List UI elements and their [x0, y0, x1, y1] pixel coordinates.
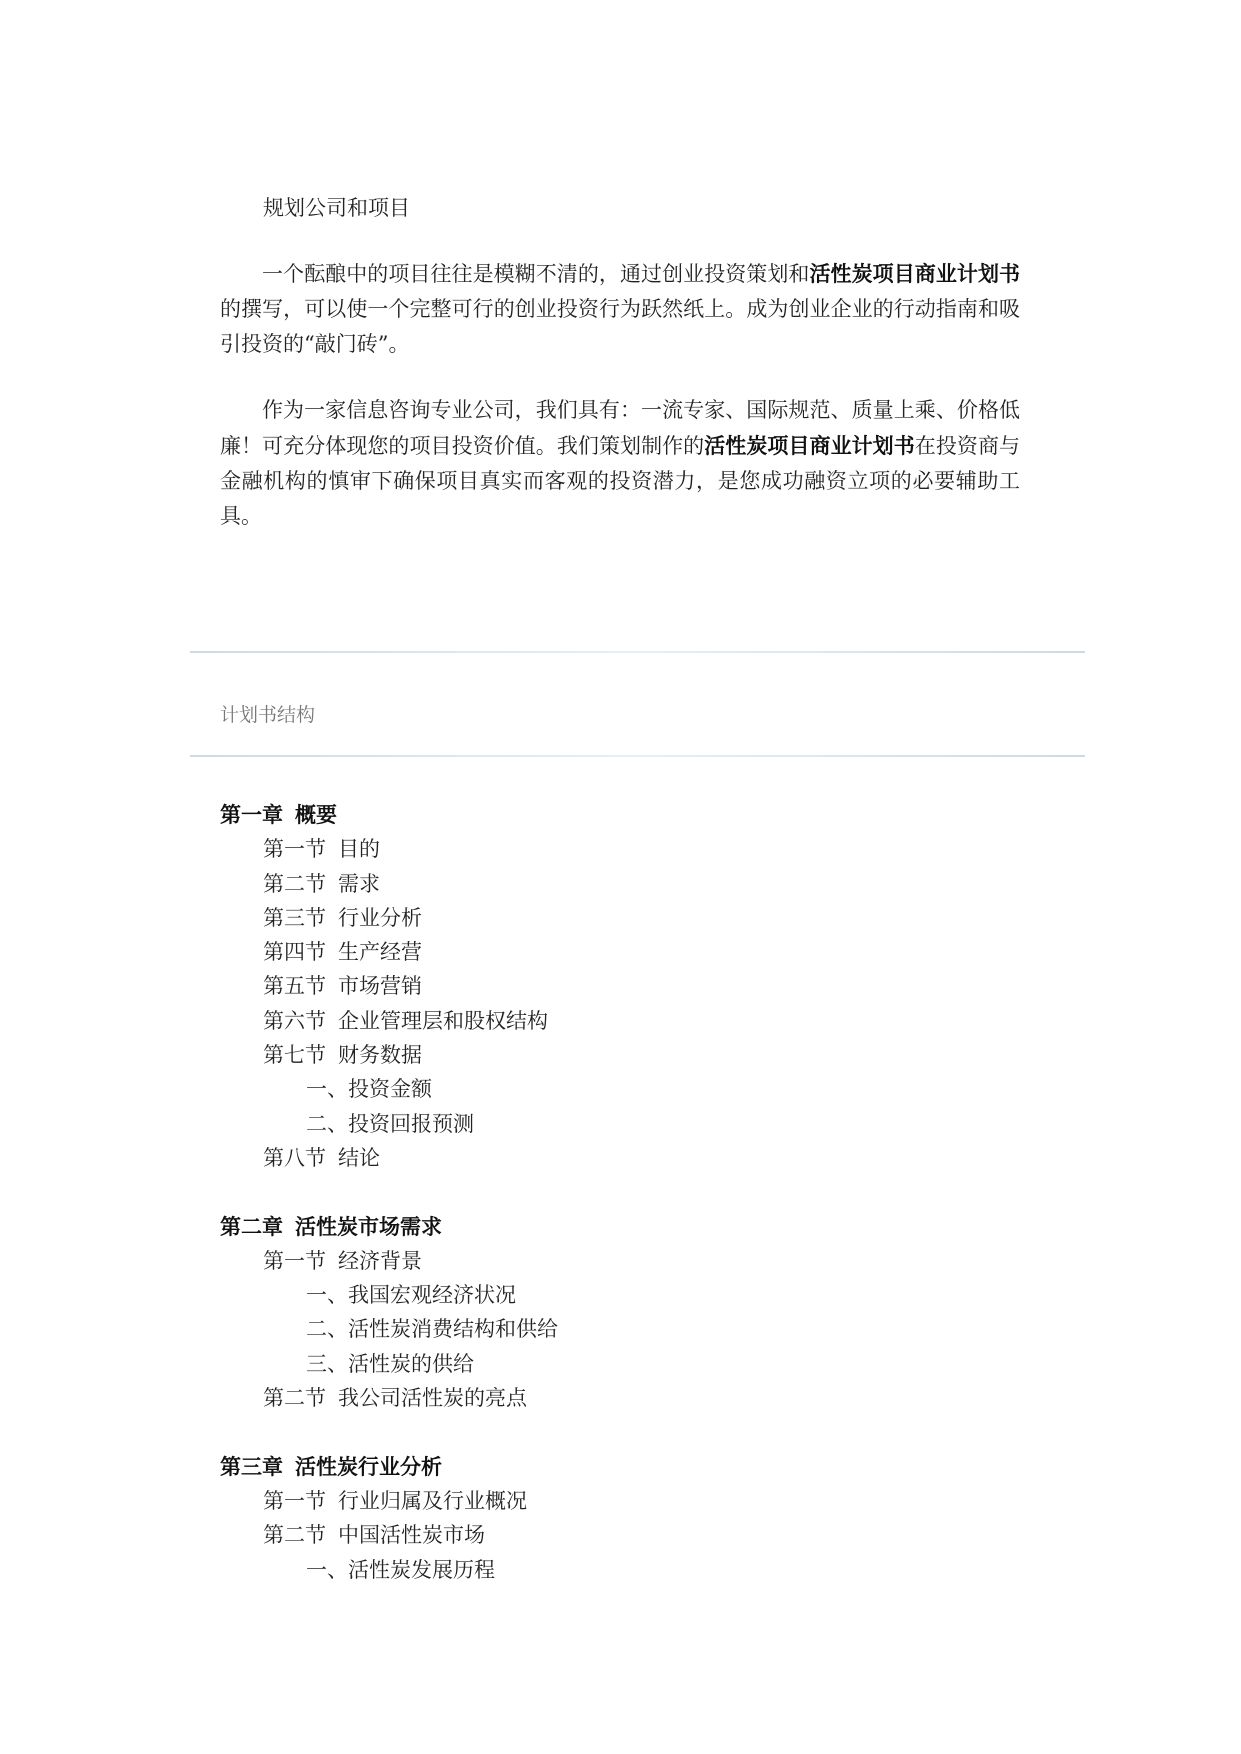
toc-section — [220, 1141, 558, 1175]
toc-section — [220, 969, 558, 1003]
divider-bottom — [190, 755, 1085, 757]
toc-subsection — [220, 1278, 558, 1312]
toc-section — [220, 1038, 558, 1072]
toc-section — [220, 832, 558, 866]
toc-spacer — [220, 1175, 558, 1209]
toc-text: 企业管理层和股权结构 — [338, 1008, 548, 1033]
toc-text: 行业分析 — [338, 905, 422, 930]
toc-number: 第四节 — [263, 940, 326, 965]
toc-subsection — [220, 1553, 558, 1587]
toc-section — [220, 901, 558, 935]
toc-text: 一、活性炭发展历程 — [306, 1557, 495, 1582]
divider-top — [190, 651, 1085, 653]
toc-text: 目的 — [338, 837, 380, 862]
toc-number: 第七节 — [263, 1043, 326, 1068]
toc-subsection — [220, 1347, 558, 1381]
toc-text: 经济背景 — [338, 1248, 422, 1273]
toc-text: 我公司活性炭的亮点 — [338, 1386, 527, 1411]
toc-text: 概要 — [295, 802, 337, 827]
toc-number: 第二节 — [263, 1386, 326, 1411]
paragraph-text: 的撰写，可以使一个完整可行的创业投资行为跃然纸上。成为创业企业的行动指南和吸引投资的“敲门砖”。 — [220, 297, 1020, 356]
toc-section — [220, 1244, 558, 1278]
toc-text: 二、活性炭消费结构和供给 — [306, 1317, 558, 1342]
toc-text: 一、我国宏观经济状况 — [306, 1283, 516, 1308]
paragraph-text: 作为一家信息咨询专业公司，我们具有：一流专家、国际规范、质量上乘、价格低廉！可充分体现您的项目投资价值。我们策划制作的 — [220, 398, 1020, 458]
toc-text: 生产经营 — [338, 940, 422, 965]
toc-text: 活性炭行业分析 — [295, 1453, 442, 1479]
toc-text: 三、活性炭的供给 — [306, 1351, 474, 1376]
highlight-text: 活性炭项目商业计划书 — [704, 433, 915, 458]
section-heading: 规划公司和项目 — [263, 196, 410, 220]
paragraph-text: 在投资商与金融机构的慎审下确保项目真实而客观的投资潜力，是您成功融资立项的必要辅助工具。 — [220, 434, 1021, 528]
company-paragraph — [220, 393, 1020, 534]
toc-chapter — [220, 798, 558, 832]
toc-section — [220, 1381, 558, 1415]
toc-text: 财务数据 — [338, 1043, 422, 1068]
paragraph-text: 一个酝酿中的项目往往是模糊不清的，通过创业投资策划和 — [262, 262, 810, 286]
toc-number: 第二节 — [263, 871, 326, 896]
toc-text: 二、投资回报预测 — [306, 1111, 474, 1136]
toc-section — [220, 1484, 558, 1518]
toc-number: 第一节 — [263, 1248, 326, 1273]
toc-number: 第一章 — [220, 802, 283, 827]
table-of-contents — [220, 798, 558, 1587]
toc-text: 活性炭市场需求 — [295, 1213, 442, 1239]
toc-text: 市场营销 — [338, 974, 422, 999]
toc-subsection — [220, 1072, 558, 1106]
toc-number: 第二章 — [220, 1213, 283, 1239]
toc-number: 第一节 — [263, 837, 326, 862]
structure-title: 计划书结构 — [220, 704, 316, 726]
toc-number: 第五节 — [263, 974, 326, 999]
highlight-text: 活性炭项目商业计划书 — [809, 261, 1020, 286]
toc-text: 需求 — [338, 871, 380, 896]
toc-text: 中国活性炭市场 — [338, 1523, 485, 1548]
toc-subsection — [220, 1107, 558, 1141]
toc-text: 结论 — [338, 1145, 380, 1170]
toc-number: 第二节 — [263, 1523, 326, 1548]
toc-section — [220, 935, 558, 969]
toc-chapter — [220, 1210, 558, 1244]
toc-text: 一、投资金额 — [306, 1077, 432, 1102]
intro-paragraph — [220, 256, 1020, 362]
toc-spacer — [220, 1415, 558, 1449]
toc-section — [220, 1004, 558, 1038]
toc-section — [220, 1518, 558, 1552]
toc-number: 第六节 — [263, 1008, 326, 1033]
toc-number: 第八节 — [263, 1145, 326, 1170]
toc-number: 第三节 — [263, 905, 326, 930]
toc-chapter — [220, 1450, 558, 1484]
toc-number: 第一节 — [263, 1488, 326, 1513]
toc-text: 行业归属及行业概况 — [338, 1488, 527, 1513]
toc-number: 第三章 — [220, 1453, 283, 1479]
toc-section — [220, 867, 558, 901]
toc-subsection — [220, 1312, 558, 1346]
